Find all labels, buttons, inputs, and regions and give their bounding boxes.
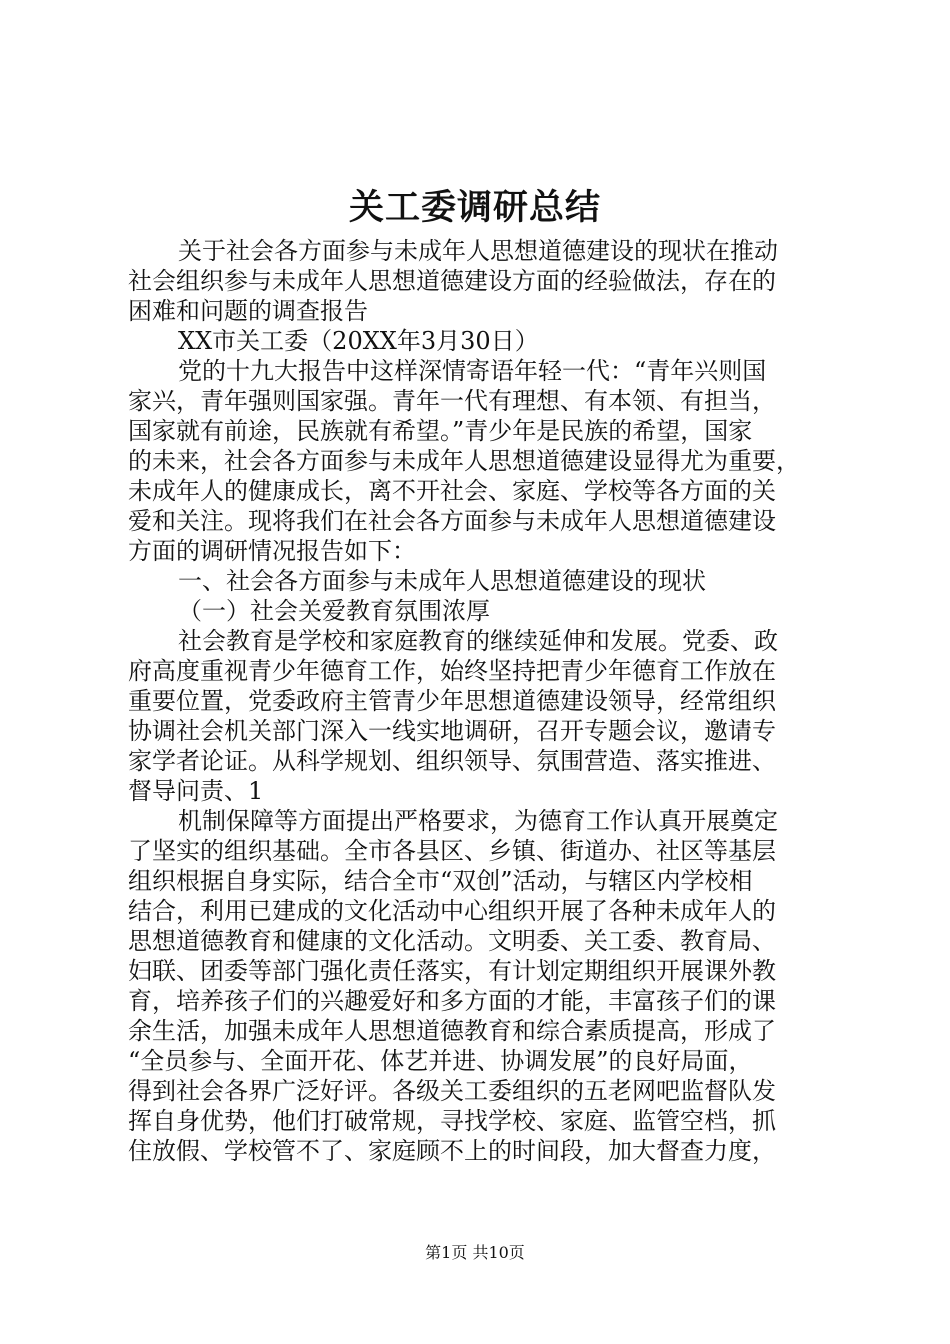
body-line: 组织根据自身实际，结合全市“双创”活动，与辖区内学校相 [128, 867, 753, 895]
body-line: 妇联、团委等部门强化责任落实，有计划定期组织开展课外教 [128, 957, 776, 985]
body-line: 住放假、学校管不了、家庭顾不上的时间段，加大督查力度， [128, 1137, 776, 1165]
body-line: 的未来，社会各方面参与未成年人思想道德建设显得尤为重要， [128, 447, 800, 475]
page-footer: 第1页 共10页 [425, 1243, 525, 1262]
body-line: 督导问责、1 [128, 777, 264, 805]
body-line: 育，培养孩子们的兴趣爱好和多方面的才能，丰富孩子们的课 [128, 987, 776, 1015]
body-line: 结合，利用已建成的文化活动中心组织开展了各种未成年人的 [128, 897, 776, 925]
body-line: 得到社会各界广泛好评。各级关工委组织的五老网吧监督队发 [128, 1077, 776, 1105]
document-title: 关工委调研总结 [348, 187, 601, 228]
body-line: 爱和关注。现将我们在社会各方面参与未成年人思想道德建设 [128, 507, 776, 535]
body-line: 方面的调研情况报告如下： [128, 537, 416, 565]
body-line: 关于社会各方面参与未成年人思想道德建设的现状在推动 [178, 237, 778, 265]
body-line: 机制保障等方面提出严格要求，为德育工作认真开展奠定 [178, 807, 778, 835]
body-line: 重要位置，党委政府主管青少年思想道德建设领导，经常组织 [128, 687, 776, 715]
body-line: 思想道德教育和健康的文化活动。文明委、关工委、教育局、 [128, 927, 776, 955]
body-line: 家学者论证。从科学规划、组织领导、氛围营造、落实推进、 [128, 747, 776, 775]
body-line: 了坚实的组织基础。全市各县区、乡镇、街道办、社区等基层 [128, 837, 776, 865]
body-line: 困难和问题的调查报告 [128, 297, 368, 325]
body-line: 挥自身优势，他们打破常规，寻找学校、家庭、监管空档，抓 [128, 1107, 776, 1135]
body-line: “全员参与、全面开花、体艺并进、协调发展”的良好局面， [128, 1047, 753, 1075]
body-line: 一、社会各方面参与未成年人思想道德建设的现状 [178, 567, 706, 595]
body-line: 未成年人的健康成长，离不开社会、家庭、学校等各方面的关 [128, 477, 776, 505]
document-body [128, 236, 832, 1166]
body-line: XX市关工委（20XX年3月30日） [178, 327, 539, 355]
body-line: 府高度重视青少年德育工作，始终坚持把青少年德育工作放在 [128, 657, 776, 685]
body-line: 协调社会机关部门深入一线实地调研，召开专题会议，邀请专 [128, 717, 776, 745]
body-line: 国家就有前途，民族就有希望。”青少年是民族的希望，国家 [128, 417, 753, 445]
body-line: 余生活，加强未成年人思想道德教育和综合素质提高，形成了 [128, 1017, 776, 1045]
body-line: 社会教育是学校和家庭教育的继续延伸和发展。党委、政 [178, 627, 778, 655]
body-line: 党的十九大报告中这样深情寄语年轻一代：“青年兴则国 [178, 357, 767, 385]
body-line: 社会组织参与未成年人思想道德建设方面的经验做法，存在的 [128, 267, 776, 295]
body-line: （一）社会关爱教育氛围浓厚 [178, 597, 490, 625]
body-line: 家兴，青年强则国家强。青年一代有理想、有本领、有担当， [128, 387, 776, 415]
